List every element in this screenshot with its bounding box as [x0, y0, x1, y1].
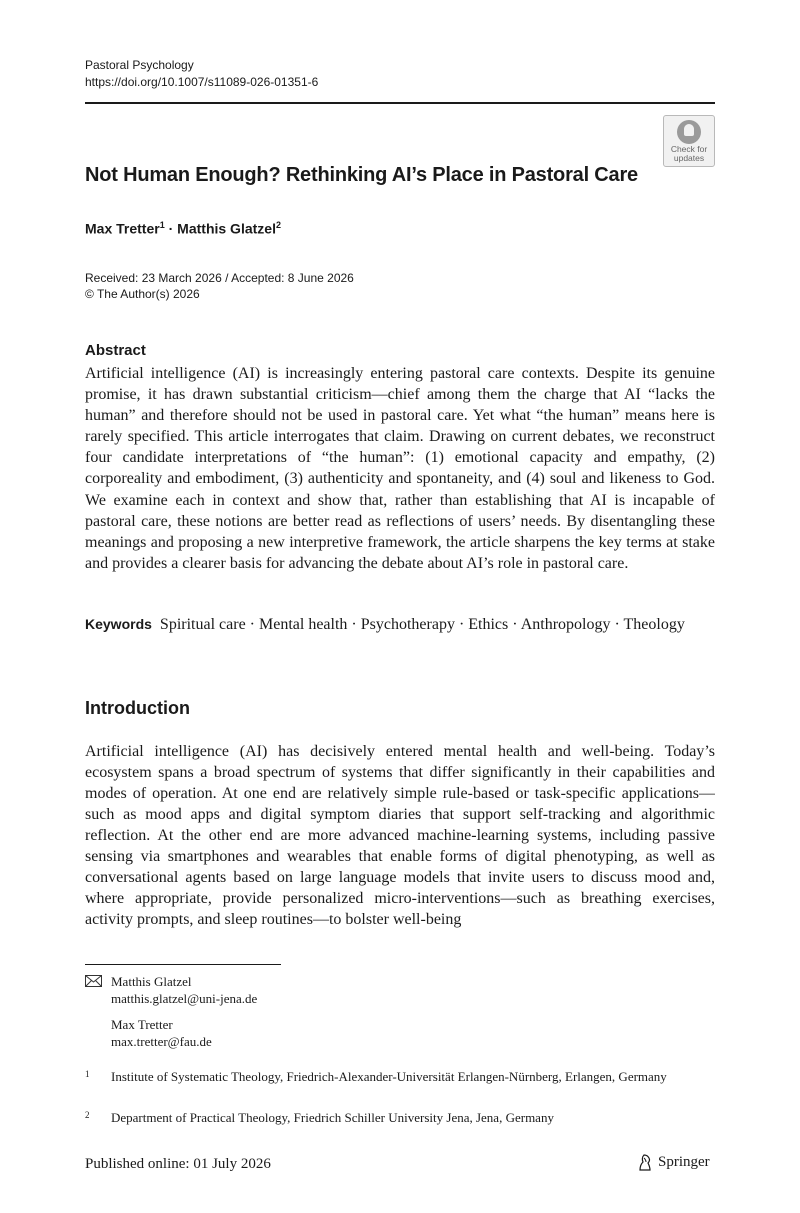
- correspondent-name: Max Tretter: [111, 1017, 173, 1032]
- keywords-label: Keywords: [85, 616, 152, 632]
- abstract-text: Artificial intelligence (AI) is increasingly entering pastoral care contexts. Despite its genuine promise, it has drawn substantial criticism—chief among them the charge that AI “lacks the human” and therefore should not be used in pastoral care. Yet what “the human” means here is rarely specified. This article interrogates that claim. Drawing on current debates, we reconstruct four candidate interpretations of “the human”: (1) emotional capacity and empathy, (2) corporeality and embodiment, (3) authenticity and spontaneity, and (4) soul and likeness to God. We examine each in context and show that, rather than establishing that AI is incapable of pastoral care, these notions are better read as reflections of users’ needs. By disentangling these meanings and proposing a new interpretive framework, the article sharpens the key terms at stake and provides a clearer basis for advancing the debate about AI’s role in pastoral care.: [85, 365, 715, 572]
- published-online: Published online: 01 July 2026: [85, 1156, 271, 1172]
- author-separator: ·: [168, 220, 174, 237]
- author-name[interactable]: Max Tretter: [85, 220, 160, 237]
- correspondence-block: [111, 973, 257, 1059]
- author-affiliation-marker: 1: [159, 220, 165, 230]
- copyright: © The Author(s) 2026: [85, 287, 200, 301]
- doi-link[interactable]: https://doi.org/10.1007/s11089-026-01351-6: [85, 75, 319, 89]
- springer-horse-icon: [637, 1154, 653, 1171]
- correspondence-entry: [111, 973, 257, 1007]
- journal-name: Pastoral Psychology: [85, 58, 194, 72]
- correspondence-entry: [111, 1016, 257, 1050]
- keywords-text: Spiritual care · Mental health · Psychotherapy · Ethics · Anthropology · Theology: [159, 616, 685, 633]
- author-affiliation-marker: 2: [275, 220, 281, 230]
- introduction-heading: Introduction: [85, 698, 190, 718]
- check-for-updates-badge[interactable]: [663, 115, 715, 167]
- introduction-text: Artificial intelligence (AI) has decisively entered mental health and well-being. Today’s ecosystem spans a broad spectrum of systems that differ significantly in their capabilities and modes of operation. At one end are relatively simple rule-based or task-specific applications—such as mood apps and digital symptom diaries that support self-tracking and algorithmic reflection. At the other end are more advanced machine-learning systems, including passive sensing via smartphones and wearables that enable forms of digital phenotyping, as well as conversational agents based on large language models that invite users to discuss mood and, where appropriate, provide personalized micro-interventions—such as breathing exercises, activity prompts, and sleep routines—to bolster well-being: [85, 743, 715, 928]
- affiliation-text: Institute of Systematic Theology, Friedrich-Alexander-Universität Erlangen-Nürnberg, Erlangen, Germany: [111, 1069, 667, 1084]
- publisher-name: Springer: [658, 1154, 710, 1170]
- journal-header: [85, 57, 318, 91]
- affiliation-1: [85, 1069, 715, 1085]
- badge-line-2: updates: [673, 153, 705, 163]
- badge-line-1: Check for: [670, 144, 708, 154]
- footnote-rule: [85, 964, 281, 965]
- check-for-updates-icon: [677, 120, 701, 144]
- correspondent-email[interactable]: matthis.glatzel@uni-jena.de: [111, 991, 258, 1006]
- affiliation-number: 2: [85, 1110, 90, 1120]
- affiliation-2: [85, 1110, 715, 1126]
- publisher-logo[interactable]: [637, 1154, 710, 1171]
- correspondent-name: Matthis Glatzel: [111, 974, 192, 989]
- article-title: Not Human Enough? Rethinking AI’s Place in Pastoral Care: [85, 164, 638, 186]
- correspondent-email[interactable]: max.tretter@fau.de: [111, 1034, 212, 1049]
- received-accepted: Received: 23 March 2026 / Accepted: 8 June 2026: [85, 271, 354, 285]
- envelope-icon: [85, 975, 102, 987]
- affiliation-text: Department of Practical Theology, Friedrich Schiller University Jena, Jena, Germany: [111, 1110, 554, 1125]
- author-name[interactable]: Matthis Glatzel: [177, 220, 276, 237]
- abstract-heading: Abstract: [85, 342, 146, 359]
- affiliation-number: 1: [85, 1069, 90, 1079]
- keywords: [85, 614, 715, 635]
- article-dates: [85, 270, 354, 302]
- author-list: [85, 220, 281, 237]
- header-rule: [85, 102, 715, 104]
